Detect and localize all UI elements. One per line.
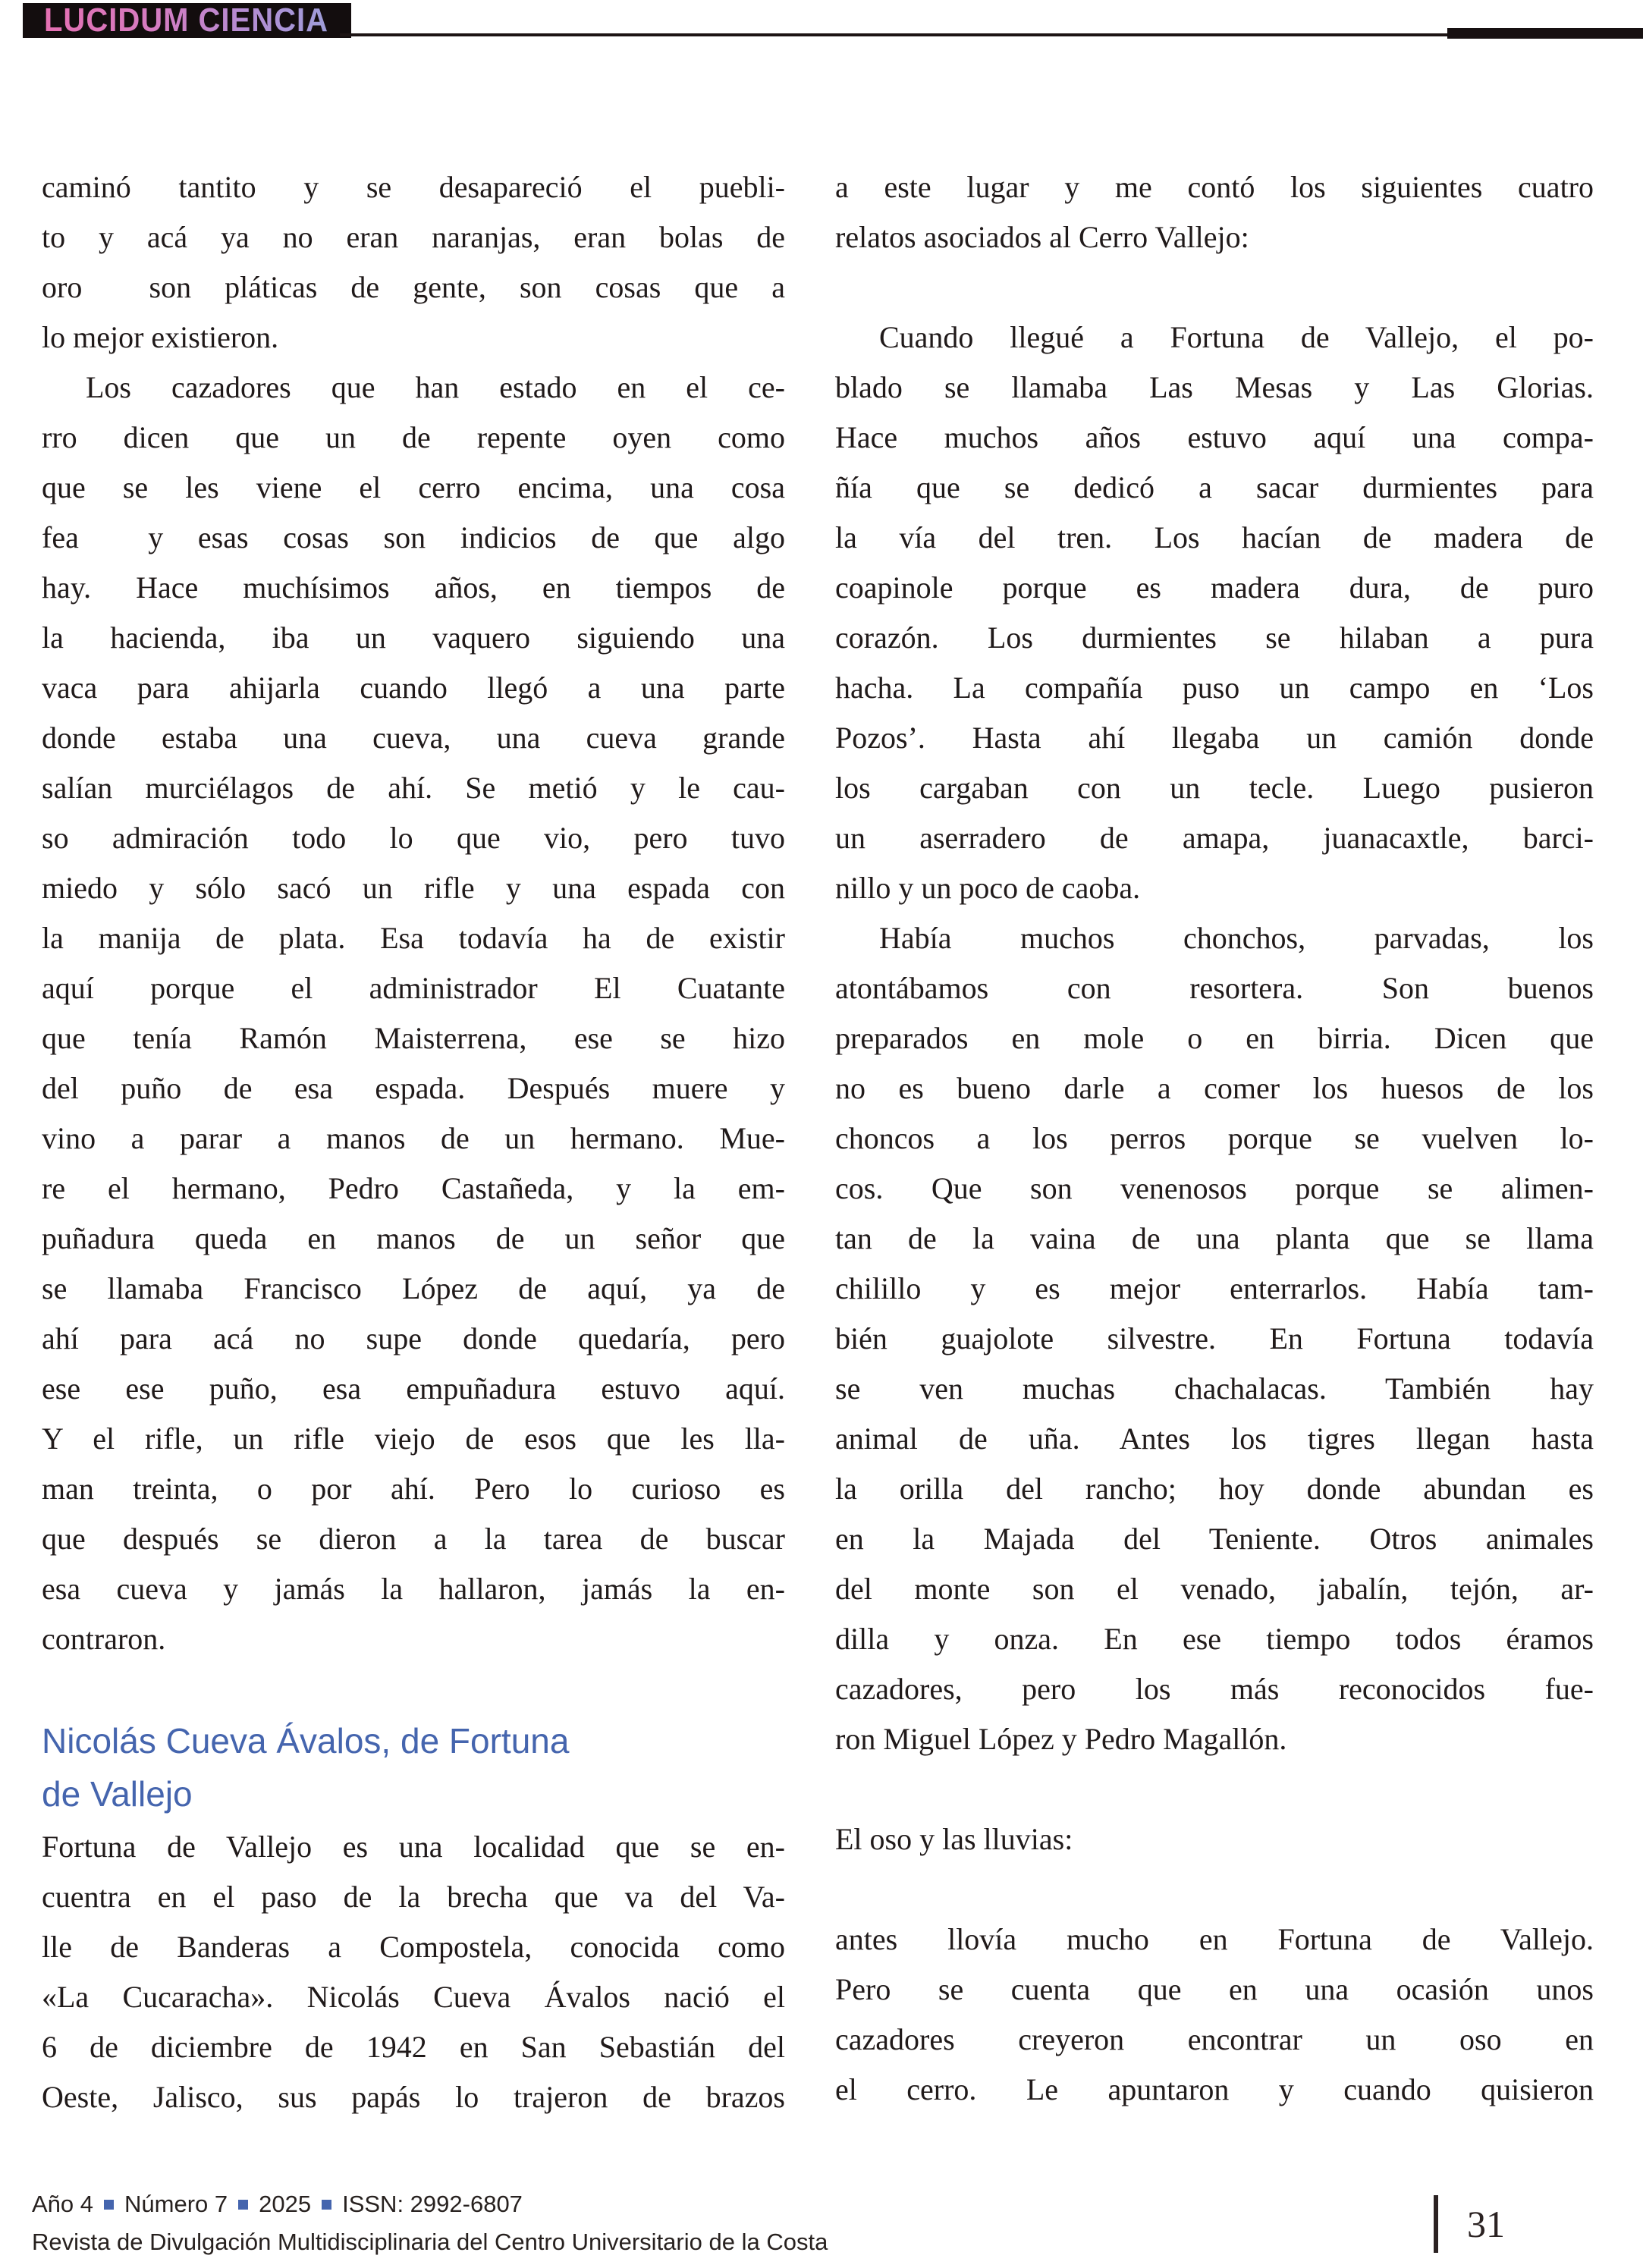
text-line: la manija de plata. Esa todavía ha de existir: [42, 921, 785, 955]
text-line: to y acá ya no eran naranjas, eran bolas de: [42, 220, 785, 254]
text-line: «La Cucaracha». Nicolás Cueva Ávalos nació el: [42, 1980, 785, 2014]
text-line: ahí para acá no supe donde quedaría, pero: [42, 1321, 785, 1355]
body-columns: [42, 162, 1594, 2122]
paragraph: [42, 363, 785, 1664]
text-line: los cargaban con un tecle. Luego pusieron: [835, 771, 1594, 805]
text-line: atontábamos con resortera. Son buenos: [835, 971, 1594, 1005]
footer-issue-line: [32, 2191, 828, 2218]
footer-segment: Año 4: [32, 2191, 94, 2217]
text-line: hacha. La compañía puso un campo en ‘Los: [835, 671, 1594, 705]
page-number-rule: [1434, 2195, 1438, 2253]
text-line: chilillo y es mejor enterrarlos. Había tam-: [835, 1271, 1594, 1305]
paragraph: [835, 1915, 1594, 2115]
text-line: a este lugar y me contó los siguientes cuatro: [835, 170, 1594, 204]
header-rule-accent: [1447, 28, 1643, 39]
text-line: la orilla del rancho; hoy donde abundan es: [835, 1472, 1594, 1506]
text-line: donde estaba una cueva, una cueva grande: [42, 721, 785, 755]
text-line: fea y esas cosas son indicios de que algo: [42, 520, 785, 554]
footer-segment: Número 7: [124, 2191, 228, 2217]
paragraph-spacer: [835, 262, 1594, 313]
page-number: 31: [1467, 2203, 1505, 2245]
text-line: oro son pláticas de gente, son cosas que a: [42, 270, 785, 304]
text-line: esa cueva y jamás la hallaron, jamás la en-: [42, 1572, 785, 1606]
text-line: antes llovía mucho en Fortuna de Vallejo.: [835, 1922, 1594, 1956]
text-line: Hace muchos años estuvo aquí una compa-: [835, 420, 1594, 454]
text-line: coapinole porque es madera dura, de puro: [835, 570, 1594, 605]
footer-separator-square: [104, 2200, 114, 2210]
text-line: lle de Banderas a Compostela, conocida como: [42, 1930, 785, 1964]
text-line: el cerro. Le apuntaron y cuando quisieron: [835, 2072, 1594, 2106]
text-line: Pero se cuenta que en una ocasión unos: [835, 1972, 1594, 2006]
text-line: vaca para ahijarla cuando llegó a una parte: [42, 671, 785, 705]
masthead-title: LUCIDUM CIENCIA: [44, 2, 328, 39]
footer-separator-square: [238, 2200, 248, 2210]
text-line: salían murciélagos de ahí. Se metió y le cau-: [42, 771, 785, 805]
text-line: la vía del tren. Los hacían de madera de: [835, 520, 1594, 554]
heading-line: de Vallejo: [42, 1774, 193, 1814]
paragraph: [835, 1814, 1594, 1864]
right-column: [835, 162, 1594, 2122]
paragraph: [42, 1822, 785, 2122]
text-line: no es bueno darle a comer los huesos de los: [835, 1071, 1594, 1105]
footer-separator-square: [322, 2200, 331, 2210]
text-line: cuentra en el paso de la brecha que va del Va-: [42, 1880, 785, 1914]
text-line: un aserradero de amapa, juanacaxtle, barci-: [835, 821, 1594, 855]
text-line: dilla y onza. En ese tiempo todos éramos: [835, 1622, 1594, 1656]
text-line: blado se llamaba Las Mesas y Las Glorias.: [835, 370, 1594, 404]
paragraph: [835, 913, 1594, 1764]
paragraph: [835, 313, 1594, 913]
text-line: animal de uña. Antes los tigres llegan hasta: [835, 1421, 1594, 1456]
footer-segment: ISSN: 2992-6807: [342, 2191, 523, 2217]
text-line: cazadores, pero los más reconocidos fue-: [835, 1672, 1594, 1706]
text-line: Y el rifle, un rifle viejo de esos que les lla-: [42, 1421, 785, 1456]
masthead-box: [23, 3, 351, 38]
text-line: que tenía Ramón Maisterrena, ese se hizo: [42, 1021, 785, 1055]
text-line: que se les viene el cerro encima, una cosa: [42, 470, 785, 504]
text-line: Los cazadores que han estado en el ce-: [86, 370, 785, 404]
text-line: preparados en mole o en birria. Dicen que: [835, 1021, 1594, 1055]
text-line: miedo y sólo sacó un rifle y una espada con: [42, 871, 785, 905]
text-line: Cuando llegué a Fortuna de Vallejo, el po-: [879, 320, 1594, 354]
text-line: cazadores creyeron encontrar un oso en: [835, 2022, 1594, 2056]
text-line: contraron.: [42, 1622, 166, 1656]
text-line: El oso y las lluvias:: [835, 1822, 1073, 1856]
text-line: puñadura queda en manos de un señor que: [42, 1221, 785, 1255]
text-line: choncos a los perros porque se vuelven lo-: [835, 1121, 1594, 1155]
text-line: hay. Hace muchísimos años, en tiempos de: [42, 570, 785, 605]
text-line: ñía que se dedicó a sacar durmientes para: [835, 470, 1594, 504]
text-line: se llamaba Francisco López de aquí, ya de: [42, 1271, 785, 1305]
text-line: cos. Que son venenosos porque se alimen-: [835, 1171, 1594, 1205]
text-line: Oeste, Jalisco, sus papás lo trajeron de brazos: [42, 2080, 785, 2114]
text-line: 6 de diciembre de 1942 en San Sebastián del: [42, 2030, 785, 2064]
text-line: tan de la vaina de una planta que se llama: [835, 1221, 1594, 1255]
text-line: Fortuna de Vallejo es una localidad que se en-: [42, 1830, 785, 1864]
text-line: la hacienda, iba un vaquero siguiendo una: [42, 620, 785, 655]
text-line: Había muchos chonchos, parvadas, los: [879, 921, 1594, 955]
footer-journal-name: Revista de Divulgación Multidisciplinaria del Centro Universitario de la Costa: [32, 2229, 828, 2255]
text-line: relatos asociados al Cerro Vallejo:: [835, 220, 1249, 254]
text-line: ese ese puño, esa empuñadura estuvo aquí.: [42, 1371, 785, 1406]
text-line: ron Miguel López y Pedro Magallón.: [835, 1722, 1287, 1756]
section-heading: [42, 1714, 785, 1820]
text-line: Pozos’. Hasta ahí llegaba un camión donde: [835, 721, 1594, 755]
text-line: en la Majada del Teniente. Otros animales: [835, 1522, 1594, 1556]
text-line: re el hermano, Pedro Castañeda, y la em-: [42, 1171, 785, 1205]
footer: [32, 2191, 828, 2256]
text-line: vino a parar a manos de un hermano. Mue-: [42, 1121, 785, 1155]
heading-line: Nicolás Cueva Ávalos, de Fortuna: [42, 1721, 570, 1761]
text-line: corazón. Los durmientes se hilaban a pura: [835, 620, 1594, 655]
text-line: bién guajolote silvestre. En Fortuna todavía: [835, 1321, 1594, 1355]
paragraph-spacer: [835, 1764, 1594, 1814]
text-line: se ven muchas chachalacas. También hay: [835, 1371, 1594, 1406]
footer-segment: 2025: [259, 2191, 312, 2217]
left-column: [42, 162, 785, 2122]
paragraph: [42, 162, 785, 363]
text-line: man treinta, o por ahí. Pero lo curioso es: [42, 1472, 785, 1506]
text-line: caminó tantito y se desapareció el puebli-: [42, 170, 785, 204]
text-line: que después se dieron a la tarea de buscar: [42, 1522, 785, 1556]
page-number-group: [1434, 2195, 1505, 2253]
text-line: nillo y un poco de caoba.: [835, 871, 1141, 905]
text-line: rro dicen que un de repente oyen como: [42, 420, 785, 454]
text-line: del puño de esa espada. Después muere y: [42, 1071, 785, 1105]
text-line: lo mejor existieron.: [42, 320, 279, 354]
paragraph: [835, 162, 1594, 262]
text-line: aquí porque el administrador El Cuatante: [42, 971, 785, 1005]
text-line: so admiración todo lo que vio, pero tuvo: [42, 821, 785, 855]
paragraph-spacer: [835, 1864, 1594, 1915]
text-line: del monte son el venado, jabalín, tejón, ar-: [835, 1572, 1594, 1606]
